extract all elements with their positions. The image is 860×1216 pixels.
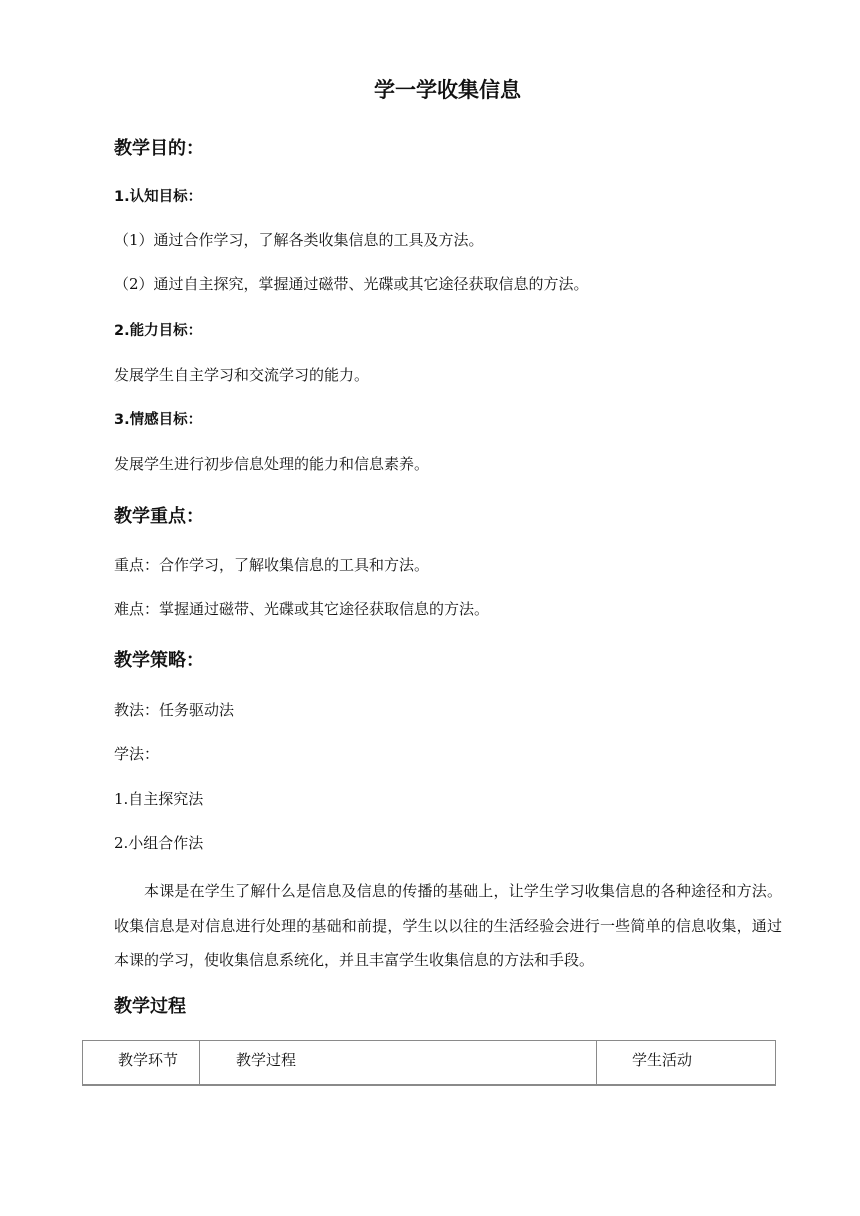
learning-method-label: 学法：: [114, 745, 160, 763]
cognitive-objective-1: （1）通过合作学习，了解各类收集信息的工具及方法。: [114, 231, 484, 249]
strategy-heading: 教学策略：: [114, 650, 204, 671]
teaching-method-text: 教法：任务驱动法: [114, 701, 235, 719]
ability-objectives-heading: 2.能力目标：: [114, 323, 203, 339]
table-header-student-activity: 学生活动: [632, 1051, 693, 1069]
learning-method-2: 2.小组合作法: [114, 834, 204, 852]
difficulty-text: 难点：掌握通过磁带、光碟或其它途径获取信息的方法。: [114, 600, 490, 618]
lesson-description-paragraph: 本课是在学生了解什么是信息及信息的传播的基础上，让学生学习收集信息的各种途径和方法。收集信息是对信息进行处理的基础和前提，学生以以往的生活经验会进行一些简单的信息收集，通过本课的学习，使收集信息系统化，并且丰富学生收集信息的方法和手段。: [114, 882, 782, 969]
table-header-teaching-process: 教学过程: [200, 1041, 597, 1084]
learning-method-1: 1.自主探究法: [114, 790, 204, 808]
cognitive-objectives-heading: 1.认知目标：: [114, 189, 203, 205]
key-points-heading: 教学重点：: [114, 506, 204, 527]
table-header-teaching-stage: 教学环节: [83, 1041, 200, 1084]
process-heading: 教学过程: [114, 996, 186, 1017]
cognitive-objective-2: （2）通过自主探究，掌握通过磁带、光碟或其它途径获取信息的方法。: [114, 275, 589, 293]
key-point-text: 重点：合作学习，了解收集信息的工具和方法。: [114, 556, 430, 574]
document-title: 学一学收集信息: [374, 78, 521, 102]
ability-objective-text: 发展学生自主学习和交流学习的能力。: [114, 366, 370, 384]
emotion-objective-text: 发展学生进行初步信息处理的能力和信息素养。: [114, 455, 430, 473]
process-table: [82, 1040, 776, 1086]
emotion-objectives-heading: 3.情感目标：: [114, 412, 203, 428]
objectives-heading: 教学目的：: [114, 138, 204, 159]
